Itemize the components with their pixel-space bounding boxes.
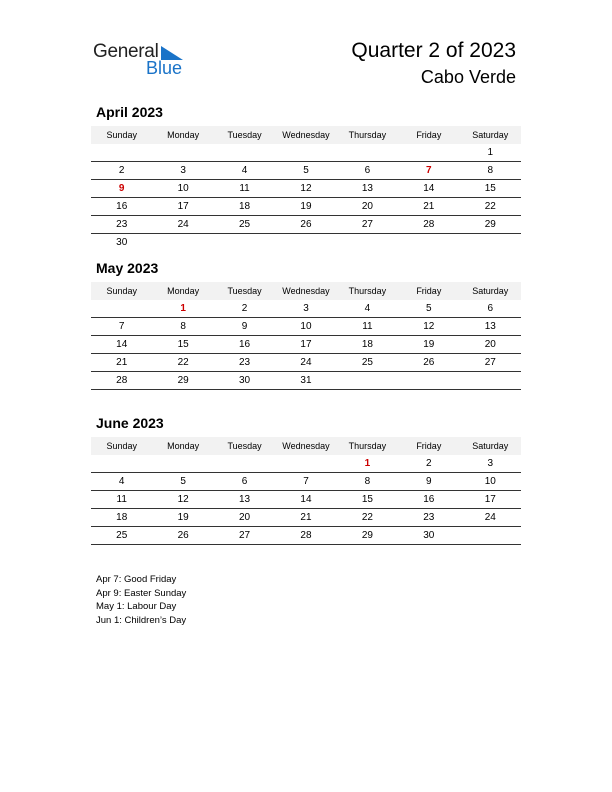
day-cell	[398, 144, 459, 162]
day-cell: 20	[214, 509, 275, 527]
day-cell: 1	[460, 144, 521, 162]
day-cell: 8	[460, 162, 521, 180]
month-title: April 2023	[96, 104, 163, 120]
weekday-header: Tuesday	[214, 437, 275, 455]
day-cell: 18	[91, 509, 152, 527]
weekday-header: Tuesday	[214, 126, 275, 144]
day-cell	[460, 527, 521, 545]
day-cell: 27	[337, 216, 398, 234]
week-row	[91, 144, 521, 162]
day-cell: 19	[398, 336, 459, 354]
day-cell: 24	[460, 509, 521, 527]
day-cell: 18	[214, 198, 275, 216]
weekday-header: Sunday	[91, 437, 152, 455]
holiday-day-cell: 9	[91, 180, 152, 198]
weekday-header: Monday	[152, 126, 213, 144]
day-cell: 26	[398, 354, 459, 372]
day-cell: 13	[460, 318, 521, 336]
week-row	[91, 180, 521, 198]
day-cell: 8	[152, 318, 213, 336]
brand-logo	[93, 40, 193, 80]
day-cell: 28	[91, 372, 152, 390]
weekday-header: Friday	[398, 126, 459, 144]
week-row	[91, 300, 521, 318]
day-cell: 17	[152, 198, 213, 216]
week-row	[91, 318, 521, 336]
weekday-header: Friday	[398, 437, 459, 455]
day-cell	[91, 144, 152, 162]
day-cell: 25	[91, 527, 152, 545]
day-cell: 12	[152, 491, 213, 509]
day-cell	[337, 234, 398, 252]
weekday-header: Saturday	[460, 282, 521, 300]
month-title: May 2023	[96, 260, 159, 276]
weekday-header: Wednesday	[275, 437, 336, 455]
day-cell: 11	[91, 491, 152, 509]
day-cell	[214, 455, 275, 473]
day-cell: 18	[337, 336, 398, 354]
day-cell: 28	[275, 527, 336, 545]
week-row	[91, 455, 521, 473]
day-cell: 22	[337, 509, 398, 527]
day-cell: 10	[152, 180, 213, 198]
day-cell: 17	[460, 491, 521, 509]
day-cell: 4	[91, 473, 152, 491]
day-cell	[152, 455, 213, 473]
day-cell	[152, 144, 213, 162]
day-cell	[337, 372, 398, 390]
week-row	[91, 216, 521, 234]
day-cell: 20	[337, 198, 398, 216]
holiday-notes	[96, 573, 186, 628]
week-row	[91, 509, 521, 527]
day-cell: 6	[460, 300, 521, 318]
week-row	[91, 234, 521, 252]
day-cell: 22	[152, 354, 213, 372]
day-cell: 15	[460, 180, 521, 198]
calendar-grid	[91, 437, 521, 545]
day-cell: 16	[214, 336, 275, 354]
day-cell: 24	[275, 354, 336, 372]
day-cell: 2	[91, 162, 152, 180]
weekday-header: Saturday	[460, 437, 521, 455]
day-cell: 10	[275, 318, 336, 336]
weekday-header: Saturday	[460, 126, 521, 144]
day-cell: 21	[398, 198, 459, 216]
day-cell: 14	[91, 336, 152, 354]
weekday-header: Thursday	[337, 126, 398, 144]
day-cell: 20	[460, 336, 521, 354]
day-cell: 5	[152, 473, 213, 491]
country-name: Cabo Verde	[420, 67, 516, 87]
month-june	[91, 413, 521, 545]
week-row	[91, 162, 521, 180]
day-cell	[398, 234, 459, 252]
day-cell: 13	[337, 180, 398, 198]
day-cell: 4	[214, 162, 275, 180]
day-cell: 29	[337, 527, 398, 545]
holiday-note: May 1: Labour Day	[96, 601, 177, 613]
logo-text-general: General	[93, 41, 159, 62]
day-cell: 30	[116, 237, 128, 248]
day-cell: 6	[214, 473, 275, 491]
day-cell: 13	[214, 491, 275, 509]
day-cell: 28	[398, 216, 459, 234]
day-cell: 2	[398, 455, 459, 473]
weekday-header: Tuesday	[214, 282, 275, 300]
week-row	[91, 336, 521, 354]
weekday-header: Wednesday	[275, 126, 336, 144]
logo-text-blue: Blue	[146, 58, 183, 78]
holiday-day-cell: 7	[398, 162, 459, 180]
day-cell	[398, 372, 459, 390]
day-cell: 30	[214, 372, 275, 390]
day-cell: 27	[460, 354, 521, 372]
week-row	[91, 491, 521, 509]
day-cell: 9	[214, 318, 275, 336]
day-cell: 15	[152, 336, 213, 354]
day-cell: 7	[91, 318, 152, 336]
holiday-day-cell: 1	[337, 455, 398, 473]
day-cell: 2	[214, 300, 275, 318]
day-cell: 3	[275, 300, 336, 318]
weekday-header: Thursday	[337, 282, 398, 300]
day-cell: 23	[214, 354, 275, 372]
weekday-header: Monday	[152, 282, 213, 300]
day-cell	[91, 455, 152, 473]
day-cell: 27	[214, 527, 275, 545]
week-row	[91, 198, 521, 216]
month-april	[91, 102, 521, 251]
holiday-note: Jun 1: Children’s Day	[96, 615, 187, 627]
day-cell: 23	[91, 216, 152, 234]
day-cell: 7	[275, 473, 336, 491]
day-cell: 24	[152, 216, 213, 234]
day-cell	[275, 234, 336, 252]
day-cell: 16	[398, 491, 459, 509]
weekday-header: Sunday	[91, 282, 152, 300]
day-cell: 29	[460, 216, 521, 234]
day-cell	[91, 300, 152, 318]
day-cell: 16	[91, 198, 152, 216]
day-cell: 8	[337, 473, 398, 491]
weekday-header: Sunday	[91, 126, 152, 144]
week-row	[91, 527, 521, 545]
day-cell: 26	[152, 527, 213, 545]
day-cell	[275, 144, 336, 162]
weekday-header: Monday	[152, 437, 213, 455]
day-cell: 6	[337, 162, 398, 180]
day-cell: 25	[337, 354, 398, 372]
day-cell: 11	[337, 318, 398, 336]
holiday-note: Apr 7: Good Friday	[96, 574, 177, 585]
day-cell: 4	[337, 300, 398, 318]
day-cell: 11	[214, 180, 275, 198]
day-cell: 5	[398, 300, 459, 318]
day-cell: 31	[275, 372, 336, 390]
day-cell: 12	[398, 318, 459, 336]
page-title: Quarter 2 of 2023	[351, 39, 516, 62]
weekday-header: Friday	[398, 282, 459, 300]
day-cell	[214, 144, 275, 162]
day-cell: 19	[152, 509, 213, 527]
day-cell: 10	[460, 473, 521, 491]
holiday-note: Apr 9: Easter Sunday	[96, 587, 187, 599]
day-cell	[152, 234, 213, 252]
day-cell	[460, 372, 521, 390]
week-row	[91, 354, 521, 372]
day-cell: 29	[152, 372, 213, 390]
day-cell: 14	[398, 180, 459, 198]
day-cell: 26	[275, 216, 336, 234]
day-cell: 12	[275, 180, 336, 198]
calendar-grid	[91, 126, 521, 251]
holiday-day-cell: 1	[152, 300, 213, 318]
day-cell: 15	[337, 491, 398, 509]
week-row	[91, 372, 521, 390]
day-cell	[337, 144, 398, 162]
week-row	[91, 473, 521, 491]
month-may	[91, 258, 521, 390]
day-cell	[275, 455, 336, 473]
day-cell: 25	[214, 216, 275, 234]
weekday-header: Thursday	[337, 437, 398, 455]
weekday-header: Wednesday	[275, 282, 336, 300]
month-title: June 2023	[96, 415, 164, 431]
day-cell: 30	[398, 527, 459, 545]
day-cell: 14	[275, 491, 336, 509]
day-cell: 5	[275, 162, 336, 180]
day-cell: 23	[398, 509, 459, 527]
day-cell: 19	[275, 198, 336, 216]
day-cell: 3	[152, 162, 213, 180]
day-cell: 9	[398, 473, 459, 491]
day-cell: 21	[275, 509, 336, 527]
day-cell: 3	[460, 455, 521, 473]
day-cell	[214, 234, 275, 252]
calendar-grid	[91, 282, 521, 390]
day-cell: 22	[460, 198, 521, 216]
day-cell: 17	[275, 336, 336, 354]
day-cell: 21	[91, 354, 152, 372]
day-cell	[460, 234, 521, 252]
